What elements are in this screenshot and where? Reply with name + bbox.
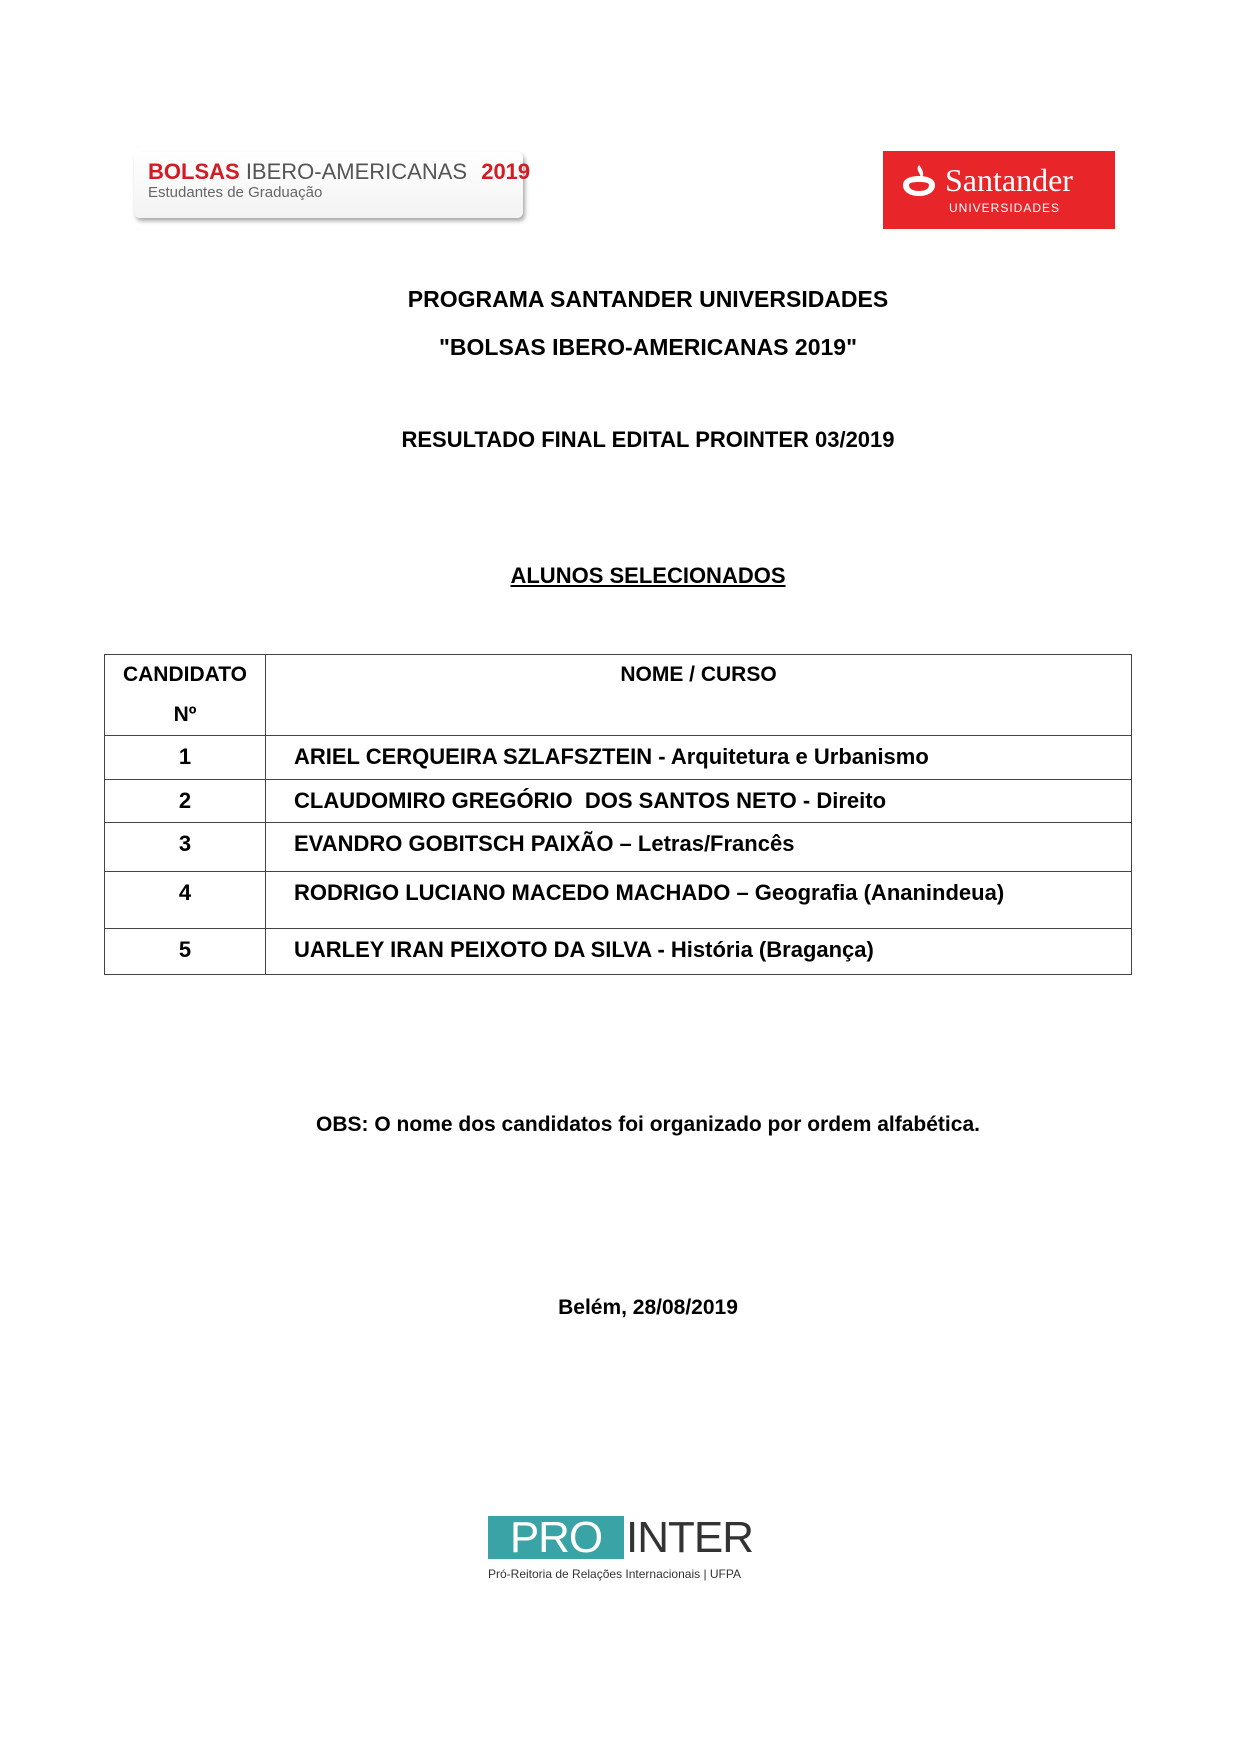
table-header-row (105, 655, 1132, 736)
table-row (105, 872, 1132, 929)
candidate-name-course: ARIEL CERQUEIRA SZLAFSZTEIN - Arquitetura e Urbanismo (266, 736, 1132, 780)
candidate-number: 2 (105, 780, 266, 823)
header-name-course: NOME / CURSO (266, 655, 1132, 736)
selected-students-table (104, 654, 1132, 975)
table-row (105, 929, 1132, 975)
bolsas-tagline: Estudantes de Graduação (148, 184, 323, 201)
candidate-number: 1 (105, 736, 266, 780)
header-candidate-number: CANDIDATO Nº (105, 655, 266, 736)
santander-universidades-logo (883, 151, 1115, 229)
table-row (105, 823, 1132, 872)
candidate-number: 5 (105, 929, 266, 975)
section-title: ALUNOS SELECIONADOS (510, 563, 786, 588)
prointer-pro: PRO (488, 1516, 624, 1559)
bolsas-ibero-americanas-logo (134, 152, 531, 218)
bolsas-brand: BOLSAS (148, 159, 240, 184)
candidate-name-course: EVANDRO GOBITSCH PAIXÃO – Letras/Francês (266, 823, 1132, 872)
candidate-number: 4 (105, 872, 266, 929)
santander-name: Santander (945, 162, 1073, 198)
document-subtitle: RESULTADO FINAL EDITAL PROINTER 03/2019 (401, 427, 895, 452)
santander-flame-icon (900, 163, 938, 199)
document-title-line2: "BOLSAS IBERO-AMERICANAS 2019" (439, 334, 857, 360)
prointer-tagline: Pró-Reitoria de Relações Internacionais | UFPA (488, 1567, 742, 1581)
table-row (105, 736, 1132, 780)
candidate-name-course: CLAUDOMIRO GREGÓRIO DOS SANTOS NETO - Direito (266, 780, 1132, 823)
candidate-name-course: UARLEY IRAN PEIXOTO DA SILVA - História (Bragança) (266, 929, 1132, 975)
bolsas-middle: IBERO-AMERICANAS (245, 159, 468, 184)
document-title-line1: PROGRAMA SANTANDER UNIVERSIDADES (407, 286, 889, 312)
santander-subtitle: UNIVERSIDADES (949, 201, 1061, 215)
candidate-number: 3 (105, 823, 266, 872)
table-row (105, 780, 1132, 823)
document-date: Belém, 28/08/2019 (558, 1296, 738, 1319)
bolsas-year: 2019 (481, 159, 531, 184)
prointer-inter: INTER (626, 1513, 753, 1562)
candidate-name-course: RODRIGO LUCIANO MACEDO MACHADO – Geografia (Ananindeua) (266, 872, 1132, 929)
observation-note: OBS: O nome dos candidatos foi organizado por ordem alfabética. (316, 1113, 980, 1136)
prointer-logo (488, 1513, 798, 1582)
